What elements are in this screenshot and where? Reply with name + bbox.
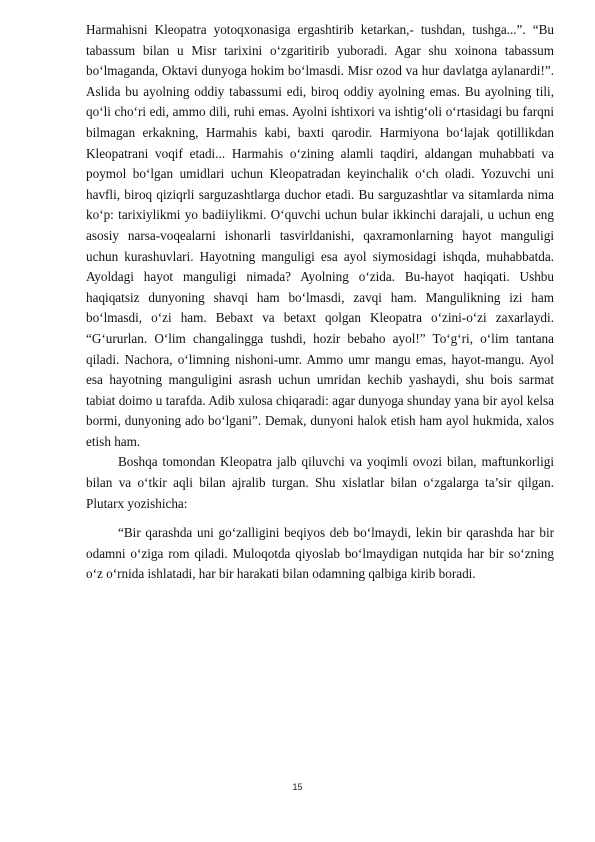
paragraph-1: Harmahisni Kleopatra yotoqxonasiga ergashtirib ketarkan,- tushdan, tushga...”. “Bu tabassum bilan u Misr tarixini o‘zgaritirib yuboradi. Agar shu xoinona tabassum bo‘lmaganda, Oktavi dunyoga hokim bo‘lmasdi. Misr ozod va hur davlatga aylanardi!”. Aslida bu ayolning oddiy tabassumi edi, biroq oddiy ayolning emas. Bu ayolning tili, qo‘li cho‘ri edi, ammo dili, ruhi emas. Ayolni ishtixori va ishtig‘oli o‘rtasidagi bu farqni bilmagan erkakning, Harmahis kabi, baxti qarodir. Harmiyona bo‘lajak qotillikdan Kleopatrani voqif etadi... Harmahis o‘zining alamli taqdiri, aldangan muhabbati va poymol bo‘lgan umidlari uchun Kleopatradan keyinchalik o‘ch oladi. Yozuvchi uni havfli, biroq qiziqrli sarguzashtlarga duchor etadi. Bu sarguzashtlar va sitamlarda nima ko‘p: tarixiylikmi yo badiiylikmi. O‘quvchi uchun bular ikkinchi darajali, u uchun eng asosiy narsa-voqealarni ishonarli tasvirldanishi, qaxramonlarning hayot manguligi uchun kurashuvlari. Hayotning manguligi esa ayol siymosidagi ishqda, muhabbatda. Ayoldagi hayot manguligi nimada? Ayolning o‘zida. Bu-hayot haqiqati. Ushbu haqiqatsiz dunyoning shavqi ham bo‘lmasdi, zavqi ham. Mangulikning izi ham bo‘lmasdi, o‘zi ham. Bebaxt va betaxt qolgan Kleopatra o‘zini-o‘zi zaxarlaydi. “G‘ururlan. O‘lim changalingga tushdi, hozir bebaho ayol!” To‘g‘ri, o‘lim tantana qiladi. Nachora, o‘limning nishoni-umr. Ammo umr mangu emas, hayot-mangu. Ayol esa hayotning manguligini asrash uchun umridan kechib yashaydi, shu bois sarmat tabiat doimo u tarafda. Adib xulosa chiqaradi: agar dunyoga shunday yana bir ayol kelsa bormi, dunyoning ado bo‘lgani”. Demak, dunyoni halok etish ham ayol hukmida, xalos etish ham. [86, 22, 554, 449]
paragraph-2: Boshqa tomondan Kleopatra jalb qiluvchi va yoqimli ovozi bilan, maftunkorligi bilan va o‘tkir aqli bilan ajralib turgan. Shu xislatlar bilan o‘zgalarga ta’sir qilgan. Plutarx yozishicha: [86, 454, 554, 511]
page-number: 15 [292, 782, 303, 792]
paragraph-3: “Bir qarashda uni go‘zalligini beqiyos deb bo‘lmaydi, lekin bir qarashda har bir odamni o‘ziga rom qiladi. Muloqotda qiyoslab bo‘lmaydigan nutqida har bir so‘zning o‘z o‘rnida ishlatadi, har bir harakati bilan odamning qalbiga kirib boradi. [86, 525, 554, 582]
document-body [86, 20, 554, 585]
